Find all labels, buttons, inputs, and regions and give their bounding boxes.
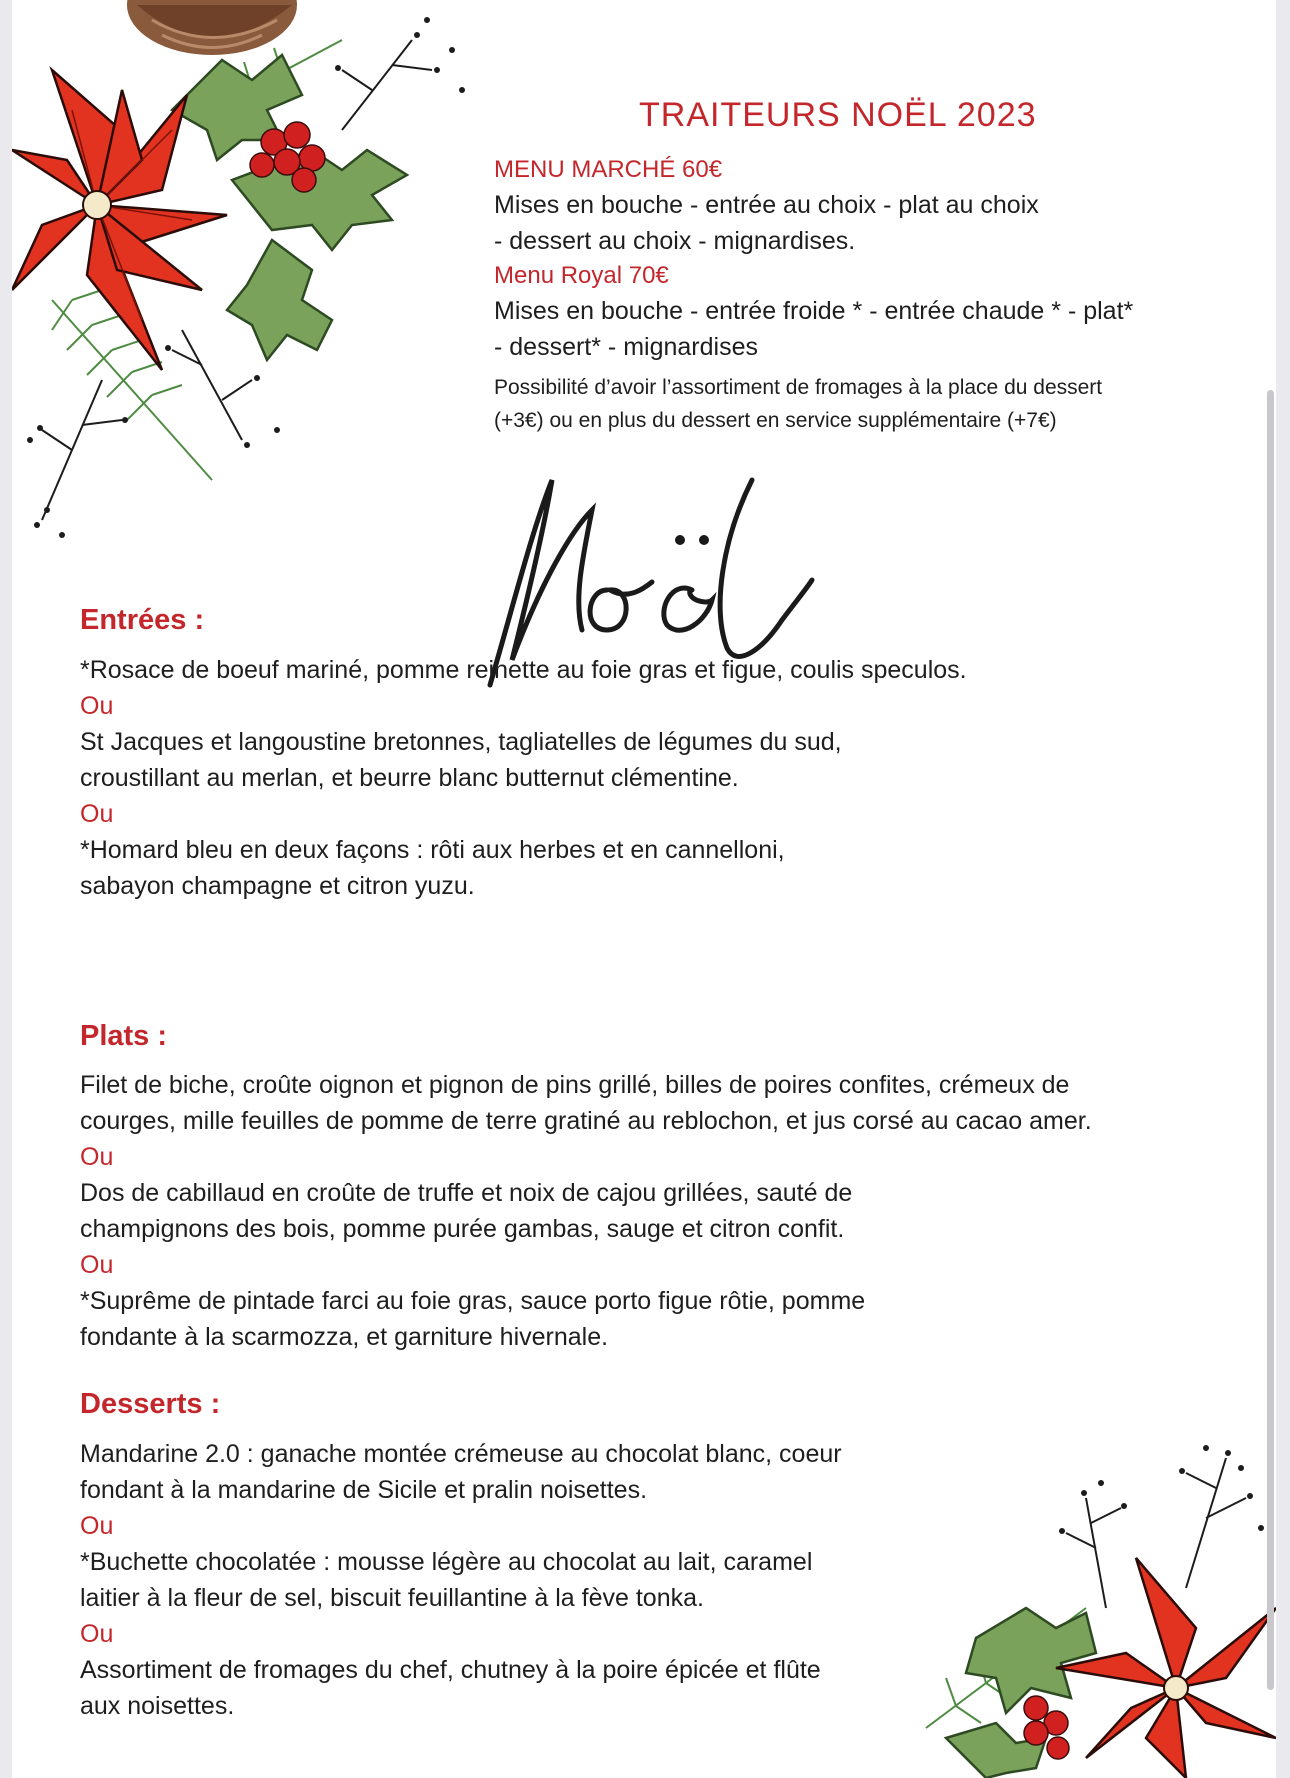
menu-marche-description bbox=[494, 187, 1234, 259]
list-item: *Suprême de pintade farci au foie gras, sauce porto figue rôtie, pomme bbox=[80, 1287, 866, 1315]
section-title-plats: Plats : bbox=[80, 1020, 168, 1052]
section-title-entrees: Entrées : bbox=[80, 604, 205, 636]
list-item: Filet de biche, croûte oignon et pignon de pins grillé, billes de poires confites, crémeux de bbox=[80, 1071, 1070, 1099]
or-separator: Ou bbox=[80, 1620, 114, 1648]
list-item: Mandarine 2.0 : ganache montée crémeuse au chocolat blanc, coeur bbox=[80, 1440, 842, 1468]
list-item: croustillant au merlan, et beurre blanc butternut clémentine. bbox=[80, 764, 739, 792]
or-separator: Ou bbox=[80, 1143, 114, 1171]
menu-marche-name: MENU MARCHÉ 60€ bbox=[494, 156, 723, 183]
list-item: *Buchette chocolatée : mousse légère au chocolat au lait, caramel bbox=[80, 1548, 813, 1576]
list-item: sabayon champagne et citron yuzu. bbox=[80, 872, 475, 900]
menu-royal-name: Menu Royal 70€ bbox=[494, 262, 669, 289]
cheese-option-note bbox=[494, 371, 1234, 437]
list-item: aux noisettes. bbox=[80, 1692, 235, 1720]
list-item: St Jacques et langoustine bretonnes, tagliatelles de légumes du sud, bbox=[80, 728, 842, 756]
menu-royal-line: Mises en bouche - entrée froide * - entrée chaude * - plat* bbox=[494, 297, 1134, 325]
or-separator: Ou bbox=[80, 692, 114, 720]
list-item: *Rosace de boeuf mariné, pomme reinette au foie gras et figue, coulis speculos. bbox=[80, 656, 967, 684]
menu-marche-line: - dessert au choix - mignardises. bbox=[494, 227, 856, 255]
menu-royal-description bbox=[494, 293, 1234, 365]
list-item: fondante à la scarmozza, et garniture hivernale. bbox=[80, 1323, 609, 1351]
or-separator: Ou bbox=[80, 1251, 114, 1279]
menu-header bbox=[494, 96, 1234, 437]
list-item: champignons des bois, pomme purée gambas, sauge et citron confit. bbox=[80, 1215, 845, 1243]
note-line: Possibilité d’avoir l’assortiment de fromages à la place du dessert bbox=[494, 376, 1103, 399]
scrollbar[interactable] bbox=[1267, 390, 1274, 1690]
menu-royal-line: - dessert* - mignardises bbox=[494, 333, 758, 361]
section-title-desserts: Desserts : bbox=[80, 1388, 221, 1420]
menu-marche-line: Mises en bouche - entrée au choix - plat au choix bbox=[494, 191, 1039, 219]
page-title: TRAITEURS NOËL 2023 bbox=[639, 96, 1037, 134]
poinsettia-bouquet-bottom-right-icon bbox=[886, 1438, 1276, 1778]
list-item: fondant à la mandarine de Sicile et pralin noisettes. bbox=[80, 1476, 648, 1504]
entrees-list bbox=[80, 652, 1230, 904]
or-separator: Ou bbox=[80, 1512, 114, 1540]
list-item: *Homard bleu en deux façons : rôti aux herbes et en cannelloni, bbox=[80, 836, 785, 864]
list-item: Dos de cabillaud en croûte de truffe et noix de cajou grillées, sauté de bbox=[80, 1179, 853, 1207]
plats-list bbox=[80, 1067, 1230, 1355]
menu-page bbox=[12, 0, 1276, 1778]
list-item: Assortiment de fromages du chef, chutney à la poire épicée et flûte bbox=[80, 1656, 821, 1684]
list-item: courges, mille feuilles de pomme de terre gratiné au reblochon, et jus corsé au cacao amer. bbox=[80, 1107, 1092, 1135]
note-line: (+3€) ou en plus du dessert en service supplémentaire (+7€) bbox=[494, 409, 1057, 432]
or-separator: Ou bbox=[80, 800, 114, 828]
poinsettia-bouquet-top-left-icon bbox=[12, 0, 532, 560]
list-item: laitier à la fleur de sel, biscuit feuillantine à la fève tonka. bbox=[80, 1584, 704, 1612]
